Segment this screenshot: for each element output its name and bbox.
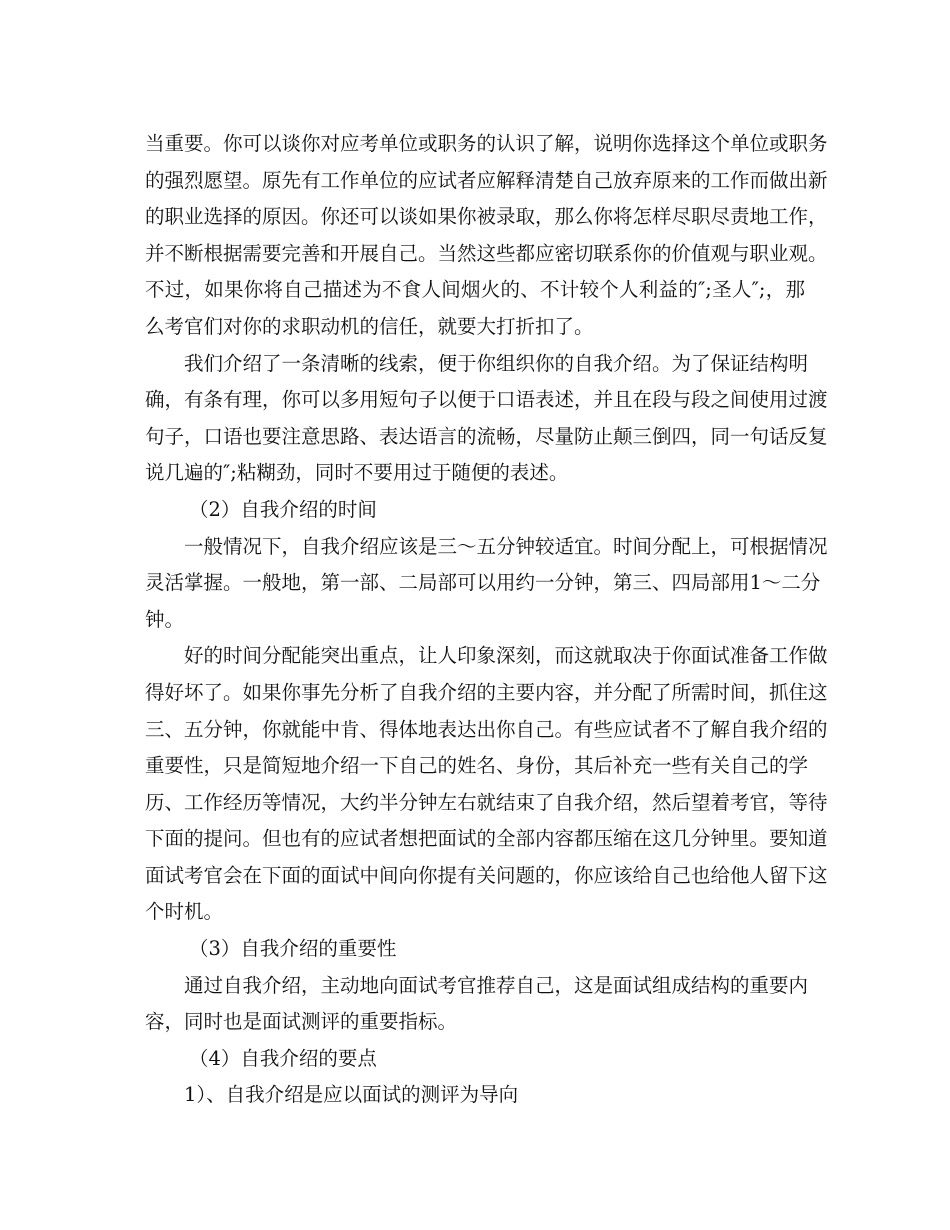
paragraph-line: 通过自我介绍，主动地向面试考官推荐自己，这是面试组成结构的重要内 <box>184 973 809 997</box>
paragraph-line: 的强烈愿望。原先有工作单位的应试者应解释清楚自己放弃原来的工作而做出新 <box>145 168 828 192</box>
paragraph-line: 我们介绍了一条清晰的线索，便于你组织你的自我介绍。为了保证结构明 <box>184 351 809 375</box>
paragraph-line: 不过，如果你将自己描述为不食人间烟火的、不计较个人利益的″;圣人″;，那 <box>145 278 805 302</box>
paragraph-line: 一般情况下，自我介绍应该是三～五分钟较适宜。时间分配上，可根据情况 <box>184 534 828 558</box>
document-body <box>145 126 828 1114</box>
paragraph-line: 当重要。你可以谈你对应考单位或职务的认识了解，说明你选择这个单位或职务 <box>145 132 828 155</box>
paragraph-line: 么考官们对你的求职动机的信任，就要大打折扣了。 <box>145 314 594 338</box>
paragraph-line: 重要性，只是简短地介绍一下自己的姓名、身份，其后补充一些有关自己的学 <box>145 754 809 778</box>
paragraph-line: 并不断根据需要完善和开展自己。当然这些都应密切联系你的价值观与职业观。 <box>145 241 828 265</box>
paragraph-line: 钟。 <box>145 607 185 631</box>
section-heading: （2）自我介绍的时间 <box>189 497 377 521</box>
paragraph-line: 灵活掌握。一般地，第一部、二局部可以用约一分钟，第三、四局部用1～二分 <box>145 571 821 595</box>
paragraph-line: 个时机。 <box>145 900 224 924</box>
paragraph-line: 说几遍的″;粘糊劲，同时不要用过于随便的表述。 <box>145 461 569 485</box>
paragraph-line: 句子，口语也要注意思路、表达语言的流畅，尽量防止颠三倒四，同一句话反复 <box>145 424 828 448</box>
paragraph-line: 确，有条有理，你可以多用短句子以便于口语表述，并且在段与段之间使用过渡 <box>145 388 828 412</box>
paragraph-line: 好的时间分配能突出重点，让人印象深刻，而这就取决于你面试准备工作做 <box>184 644 828 668</box>
paragraph-line: 的职业选择的原因。你还可以谈如果你被录取，那么你将怎样尽职尽责地工作， <box>145 205 828 229</box>
paragraph-line: 历、工作经历等情况，大约半分钟左右就结束了自我介绍，然后望着考官，等待 <box>145 790 828 814</box>
paragraph-line: 容，同时也是面试测评的重要指标。 <box>145 1010 458 1034</box>
paragraph-line: 三、五分钟，你就能中肯、得体地表达出你自己。有些应试者不了解自我介绍的 <box>145 717 828 741</box>
paragraph-line: 面试考官会在下面的面试中间向你提有关问题的，你应该给自己也给他人留下这 <box>145 863 828 887</box>
section-heading: （3）自我介绍的重要性 <box>189 937 397 961</box>
list-item: 1）、自我介绍是应以面试的测评为导向 <box>184 1083 519 1107</box>
paragraph-line: 下面的提问。但也有的应试者想把面试的全部内容都压缩在这几分钟里。要知道 <box>145 827 828 851</box>
section-heading: （4）自我介绍的要点 <box>189 1046 377 1070</box>
paragraph-line: 得好坏了。如果你事先分析了自我介绍的主要内容，并分配了所需时间，抓住这 <box>145 680 828 704</box>
